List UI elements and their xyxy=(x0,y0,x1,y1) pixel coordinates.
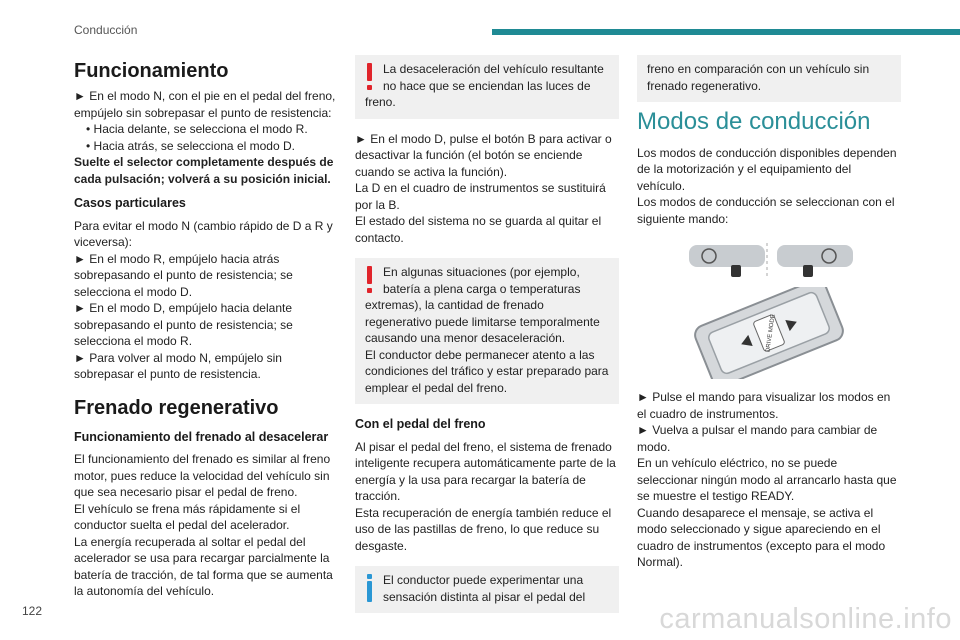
page-number: 122 xyxy=(22,604,43,618)
paragraph: El vehículo se frena más rápidamente si el conductor suelta el pedal del acelerador. xyxy=(74,501,301,532)
note-text: La desaceleración del vehículo resultante no hace que se enciendan las luces de freno. xyxy=(365,62,604,109)
note-text: El conductor puede experimentar una sensación distinta al pisar el pedal del xyxy=(383,573,586,604)
heading-casos-particulares: Casos particulares xyxy=(74,196,186,210)
note-text: freno en comparación con un vehículo sin frenado regenerativo. xyxy=(647,62,870,93)
info-icon xyxy=(363,574,377,602)
paragraph: En un vehículo eléctrico, no se puede seleccionar ningún modo al arrancarlo hasta que se muestre el testigo READY. xyxy=(637,456,897,503)
paragraph: ► En el modo D, empújelo hacia delante sobrepasando el punto de resistencia; se selecciona el modo R. xyxy=(74,301,293,348)
header-accent-bar xyxy=(492,29,960,35)
column-2 xyxy=(355,55,619,625)
heading-pedal-freno: Con el pedal del freno xyxy=(355,417,486,431)
paragraph: ► En el modo D, pulse el botón B para activar o desactivar la función (el botón se enciende cuando se activa la función). xyxy=(355,131,612,179)
paragraph: ► Vuelva a pulsar el mando para cambiar de modo. xyxy=(637,423,878,454)
paragraph: Al pisar el pedal del freno, el sistema de frenado inteligente recupera automáticamente parte de la energía y la usa para recargar la batería de tracción. xyxy=(355,439,616,503)
warning-note xyxy=(355,258,619,404)
drive-mode-label: DRIVE MODE xyxy=(765,314,777,353)
paragraph: ► Para volver al modo N, empújelo sin sobrepasar el punto de resistencia. xyxy=(74,350,282,381)
bullet-item: • Hacia delante, se selecciona el modo R. xyxy=(86,122,308,136)
note-text: En algunas situaciones (por ejemplo, batería a plena carga o temperaturas extremas), la cantidad de frenado regenerativo puede limitarse temporalmente causando una menor desaceleración. xyxy=(365,265,600,345)
heading-modos-conduccion: Modos de conducción xyxy=(637,108,871,135)
watermark: carmanualsonline.info xyxy=(659,603,952,635)
warning-icon xyxy=(363,266,377,294)
paragraph: El funcionamiento del frenado es similar al freno motor, pues reduce la velocidad del vehículo sin que sea necesario pisar el pedal de freno. xyxy=(74,452,331,499)
paragraph: Los modos de conducción disponibles dependen de la motorización y el equipamiento del vehículo. xyxy=(637,145,897,193)
heading-funcionamiento: Funcionamiento xyxy=(74,60,229,82)
paragraph-bold: Suelte el selector completamente después de cada pulsación; volverá a su posición inicial. xyxy=(74,155,334,186)
warning-icon xyxy=(363,63,377,91)
heading-frenado-regenerativo: Frenado regenerativo xyxy=(74,396,279,419)
warning-note xyxy=(355,55,619,119)
paragraph: Cuando desaparece el mensaje, se activa el modo seleccionado y sigue apareciendo en el cuadro de instrumentos (excepto para el modo Normal). xyxy=(637,505,886,569)
column-1 xyxy=(74,52,336,600)
info-note xyxy=(355,566,619,613)
paragraph: El estado del sistema no se guarda al quitar el contacto. xyxy=(355,214,602,245)
section-header: Conducción xyxy=(74,23,138,37)
paragraph: Para evitar el modo N (cambio rápido de D a R y viceversa): xyxy=(74,218,333,249)
paragraph: La energía recuperada al soltar el pedal del acelerador se usa para recargar parcialmente la batería de tracción, de tal forma que se aumenta la autonomía del vehículo. xyxy=(74,534,333,598)
drive-mode-switch-figure xyxy=(637,287,901,379)
paragraph: La D en el cuadro de instrumentos se sustituirá por la B. xyxy=(355,181,606,212)
note-text: El conductor debe permanecer atento a las condiciones del tráfico y estar preparado para emplear el pedal del freno. xyxy=(365,347,609,395)
column-3 xyxy=(637,55,901,571)
paragraph: ► Pulse el mando para visualizar los modos en el cuadro de instrumentos. xyxy=(637,390,891,421)
steering-wheel-icons-figure xyxy=(637,241,901,281)
heading-funcionamiento-frenado: Funcionamiento del frenado al desacelerar xyxy=(74,429,329,444)
paragraph: ► En el modo N, con el pie en el pedal del freno, empújelo sin sobrepasar el punto de resistencia: xyxy=(74,89,336,120)
paragraph: ► En el modo R, empújelo hacia atrás sobrepasando el punto de resistencia; se selecciona el modo D. xyxy=(74,251,293,299)
info-note-continued xyxy=(637,55,901,102)
paragraph: Los modos de conducción se seleccionan con el siguiente mando: xyxy=(637,195,895,226)
bullet-item: • Hacia atrás, se selecciona el modo D. xyxy=(86,138,295,153)
paragraph: Esta recuperación de energía también reduce el uso de las pastillas de freno, lo que reduce su desgaste. xyxy=(355,505,612,553)
